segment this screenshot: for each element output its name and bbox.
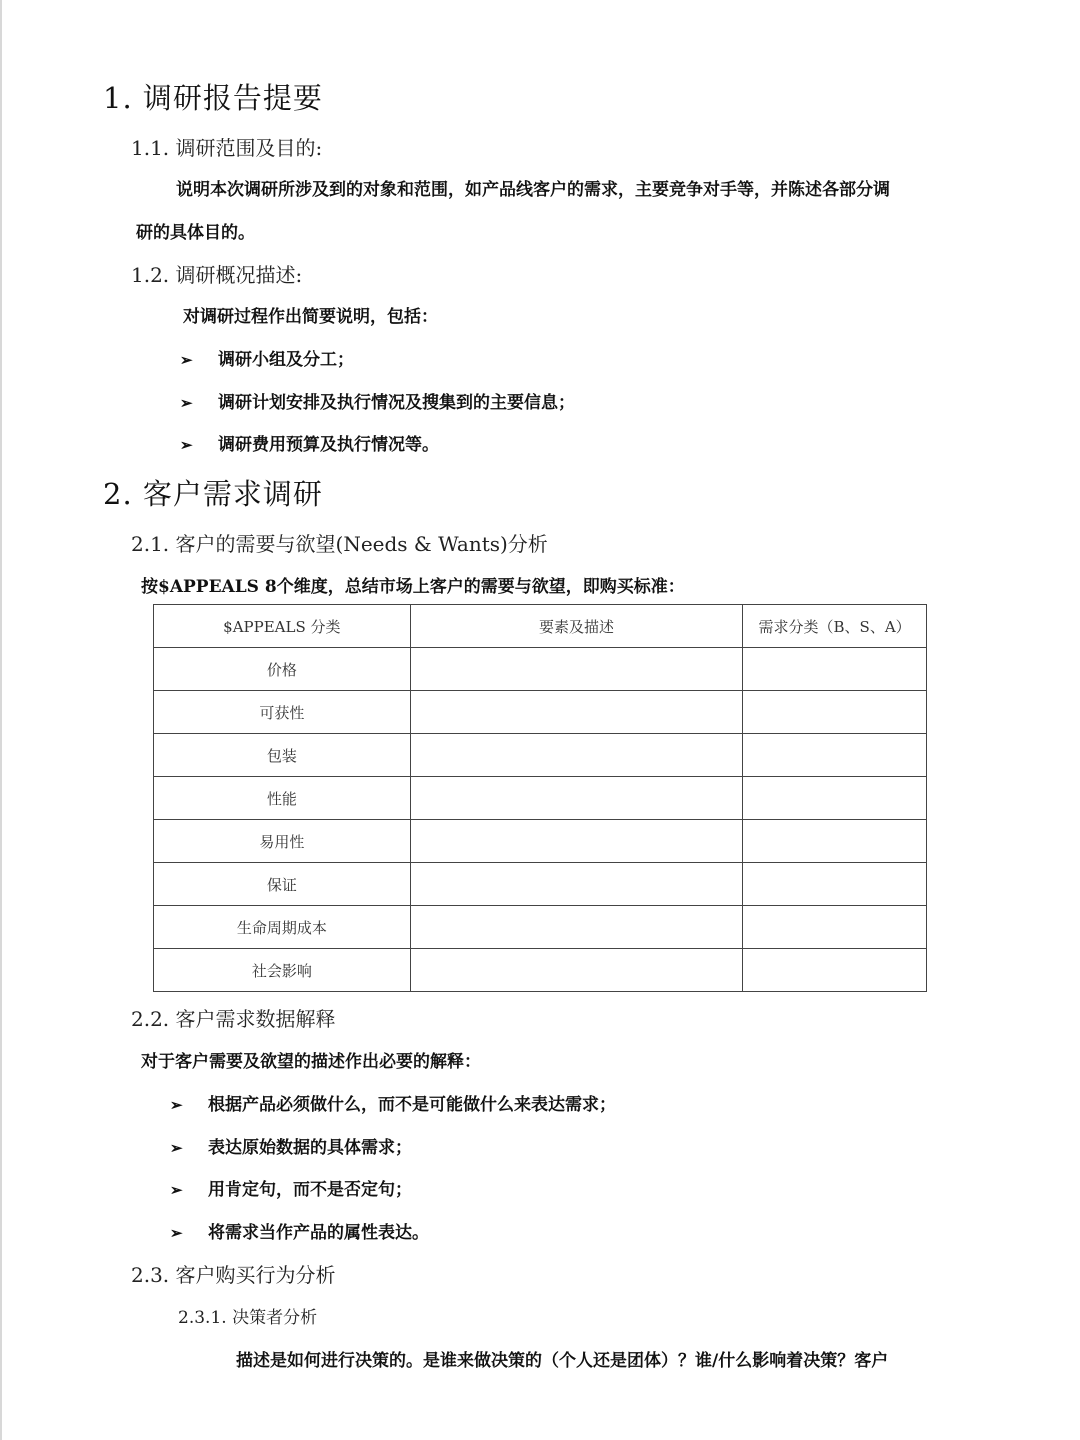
section-1-1-paragraph-line1: 说明本次调研所涉及到的对象和范围，如产品线客户的需求，主要竞争对手等，并陈述各部分调 xyxy=(176,180,890,200)
table-header-description: 要素及描述 xyxy=(410,605,742,648)
arrow-bullet-icon: ➢ xyxy=(180,351,193,369)
table-header-requirement-type: 需求分类（B、S、A） xyxy=(743,605,927,648)
arrow-bullet-icon: ➢ xyxy=(170,1139,183,1157)
section-1-1-heading: 1.1. 调研范围及目的: xyxy=(131,136,323,160)
list-item-text: 将需求当作产品的属性表达。 xyxy=(208,1223,429,1243)
table-row xyxy=(154,820,927,863)
table-cell-requirement-type xyxy=(743,949,927,992)
table-cell-category: 价格 xyxy=(154,648,411,691)
list-item-text: 调研计划安排及执行情况及搜集到的主要信息； xyxy=(218,393,575,413)
section-2-1-heading: 2.1. 客户的需要与欲望(Needs & Wants)分析 xyxy=(131,532,548,556)
table-cell-category: 社会影响 xyxy=(154,949,411,992)
section-1-1-paragraph-line2: 研的具体目的。 xyxy=(136,223,255,243)
table-row xyxy=(154,648,927,691)
list-item xyxy=(170,1133,412,1158)
table-header-category: $APPEALS 分类 xyxy=(154,605,411,648)
section-1-2-intro: 对调研过程作出简要说明，包括： xyxy=(183,307,438,327)
list-item xyxy=(180,430,439,455)
table-row xyxy=(154,949,927,992)
list-item-text: 调研小组及分工； xyxy=(218,350,354,370)
arrow-bullet-icon: ➢ xyxy=(180,394,193,412)
table-cell-category: 包装 xyxy=(154,734,411,777)
table-cell-description xyxy=(410,863,742,906)
table-row xyxy=(154,777,927,820)
table-cell-description xyxy=(410,820,742,863)
list-item-text: 用肯定句，而不是否定句； xyxy=(208,1180,412,1200)
arrow-bullet-icon: ➢ xyxy=(170,1224,183,1242)
table-cell-description xyxy=(410,949,742,992)
list-item xyxy=(170,1175,412,1200)
table-row xyxy=(154,863,927,906)
table-row xyxy=(154,906,927,949)
table-cell-description xyxy=(410,691,742,734)
table-cell-description xyxy=(410,734,742,777)
section-2-3-heading: 2.3. 客户购买行为分析 xyxy=(131,1263,336,1287)
table-cell-requirement-type xyxy=(743,777,927,820)
page-edge xyxy=(0,0,2,1440)
table-cell-category: 生命周期成本 xyxy=(154,906,411,949)
arrow-bullet-icon: ➢ xyxy=(170,1181,183,1199)
table-cell-description xyxy=(410,777,742,820)
section-1-2-heading: 1.2. 调研概况描述: xyxy=(131,263,303,287)
list-item-text: 根据产品必须做什么，而不是可能做什么来表达需求； xyxy=(208,1095,616,1115)
list-item xyxy=(170,1090,616,1115)
list-item xyxy=(170,1218,429,1243)
section-1-title: 1. 调研报告提要 xyxy=(103,81,323,115)
section-2-2-intro: 对于客户需要及欲望的描述作出必要的解释： xyxy=(141,1052,481,1072)
table-cell-description xyxy=(410,648,742,691)
table-row xyxy=(154,691,927,734)
table-cell-requirement-type xyxy=(743,691,927,734)
list-item xyxy=(180,345,354,370)
table-cell-category: 可获性 xyxy=(154,691,411,734)
list-item-text: 调研费用预算及执行情况等。 xyxy=(218,435,439,455)
table-cell-category: 性能 xyxy=(154,777,411,820)
table-cell-category: 保证 xyxy=(154,863,411,906)
arrow-bullet-icon: ➢ xyxy=(170,1096,183,1114)
section-2-title: 2. 客户需求调研 xyxy=(103,477,323,511)
table-cell-requirement-type xyxy=(743,863,927,906)
arrow-bullet-icon: ➢ xyxy=(180,436,193,454)
table-header-row xyxy=(154,605,927,648)
table-row xyxy=(154,734,927,777)
list-item xyxy=(180,388,575,413)
table-cell-requirement-type xyxy=(743,820,927,863)
section-2-3-1-paragraph: 描述是如何进行决策的。是谁来做决策的（个人还是团体）？谁/什么影响着决策？客户 xyxy=(236,1351,889,1371)
table-cell-requirement-type xyxy=(743,906,927,949)
list-item-text: 表达原始数据的具体需求； xyxy=(208,1138,412,1158)
table-cell-requirement-type xyxy=(743,648,927,691)
appeals-table xyxy=(153,604,927,992)
table-cell-category: 易用性 xyxy=(154,820,411,863)
section-2-1-intro: 按$APPEALS 8个维度，总结市场上客户的需要与欲望，即购买标准： xyxy=(141,577,685,597)
section-2-2-heading: 2.2. 客户需求数据解释 xyxy=(131,1007,336,1031)
table-cell-requirement-type xyxy=(743,734,927,777)
section-2-3-1-heading: 2.3.1. 决策者分析 xyxy=(178,1308,318,1328)
table-cell-description xyxy=(410,906,742,949)
